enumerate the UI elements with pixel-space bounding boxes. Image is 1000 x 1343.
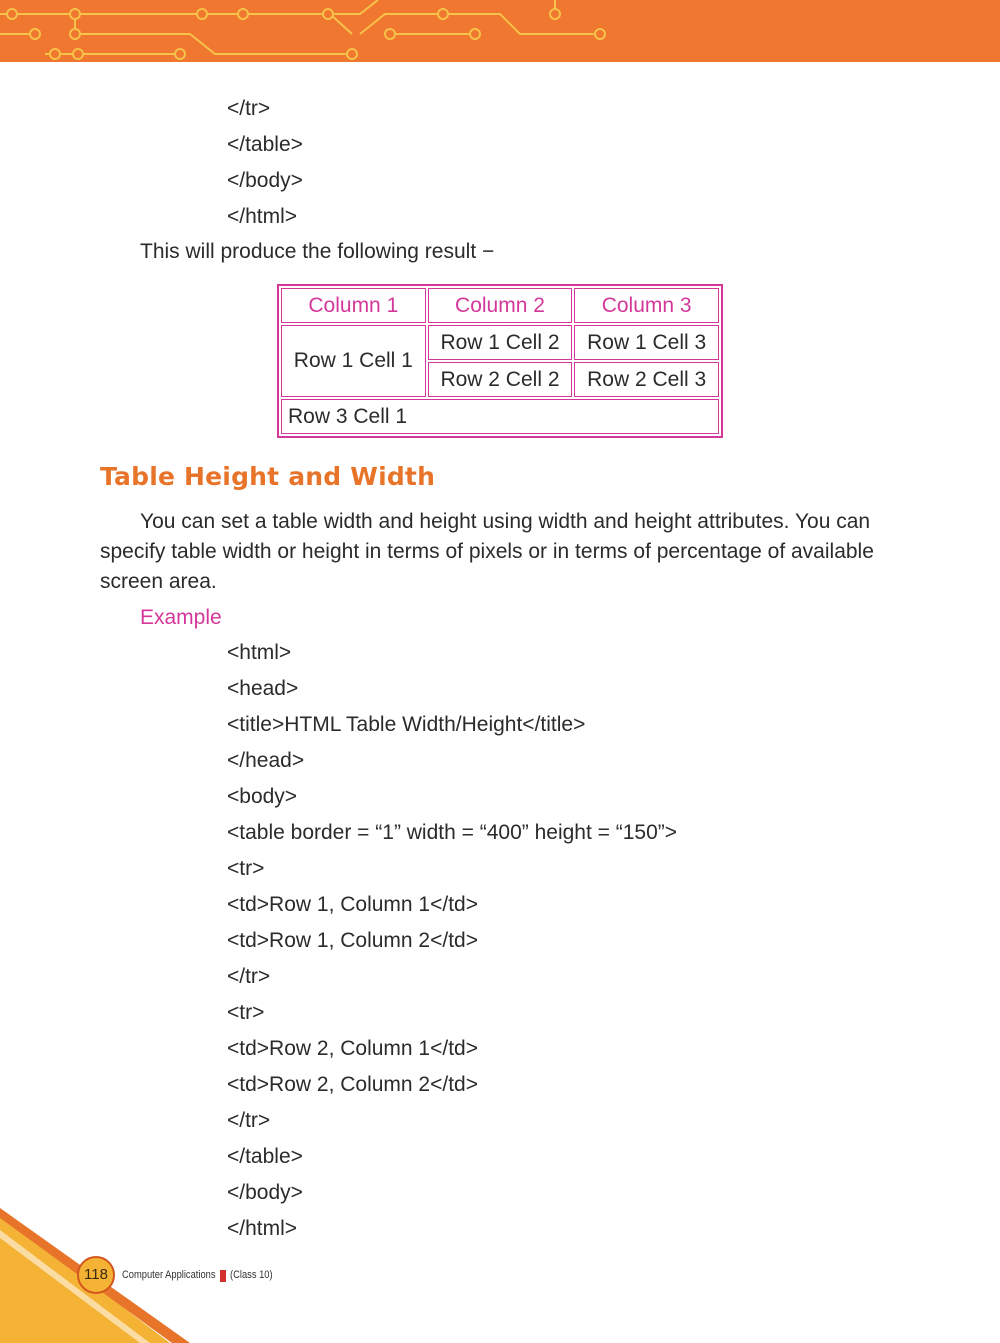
- code-line: <td>Row 2, Column 1</td>: [227, 1037, 478, 1060]
- code-snippet-example: [227, 635, 677, 1247]
- code-line: </body>: [227, 169, 303, 192]
- code-line: </tr>: [227, 1109, 271, 1132]
- code-line: </head>: [227, 749, 305, 772]
- section-paragraph: You can set a table width and height using width and height attributes. You can specify table width or height in terms of pixels or in terms of percentage of available screen area.: [100, 510, 874, 593]
- table-cell: Row 2 Cell 3: [574, 362, 719, 397]
- table-cell: Row 2 Cell 2: [428, 362, 573, 397]
- code-line: </html>: [227, 205, 298, 228]
- example-label: Example: [140, 606, 222, 629]
- code-line: <body>: [227, 785, 298, 808]
- footer-book-title: Computer Applications: [122, 1269, 216, 1281]
- code-line: <title>HTML Table Width/Height</title>: [227, 713, 586, 736]
- code-line: </table>: [227, 133, 303, 156]
- table-cell: Row 1 Cell 2: [428, 325, 573, 360]
- section-heading: Table Height and Width: [100, 462, 436, 491]
- code-line: </body>: [227, 1181, 303, 1204]
- header-banner: [0, 0, 1000, 62]
- code-line: <head>: [227, 677, 299, 700]
- code-line: <tr>: [227, 1001, 265, 1024]
- column-header: Column 1: [281, 288, 426, 323]
- table-cell: Row 3 Cell 1: [281, 399, 719, 434]
- column-header: Column 2: [428, 288, 573, 323]
- column-header: Column 3: [574, 288, 719, 323]
- footer-separator-marker: [220, 1270, 226, 1282]
- table-row: [281, 325, 719, 360]
- code-line: <td>Row 2, Column 2</td>: [227, 1073, 478, 1096]
- code-line: <table border = “1” width = “400” height = “150”>: [227, 821, 678, 844]
- footer-class-label: (Class 10): [230, 1269, 273, 1281]
- result-intro-text: This will produce the following result −: [140, 240, 495, 263]
- table-header-row: [281, 288, 719, 323]
- circuit-pattern-graphic: [0, 0, 1000, 62]
- code-line: </tr>: [227, 965, 271, 988]
- page-number-badge: 118: [77, 1256, 115, 1294]
- result-table: [277, 284, 723, 438]
- code-snippet-top: [227, 91, 303, 235]
- code-line: <td>Row 1, Column 1</td>: [227, 893, 478, 916]
- table-cell: Row 1 Cell 3: [574, 325, 719, 360]
- code-line: </html>: [227, 1217, 298, 1240]
- table-row: [281, 399, 719, 434]
- code-line: <tr>: [227, 857, 265, 880]
- code-line: </tr>: [227, 97, 271, 120]
- code-line: <html>: [227, 641, 292, 664]
- code-line: <td>Row 1, Column 2</td>: [227, 929, 478, 952]
- code-line: </table>: [227, 1145, 303, 1168]
- table-cell: Row 1 Cell 1: [281, 325, 426, 397]
